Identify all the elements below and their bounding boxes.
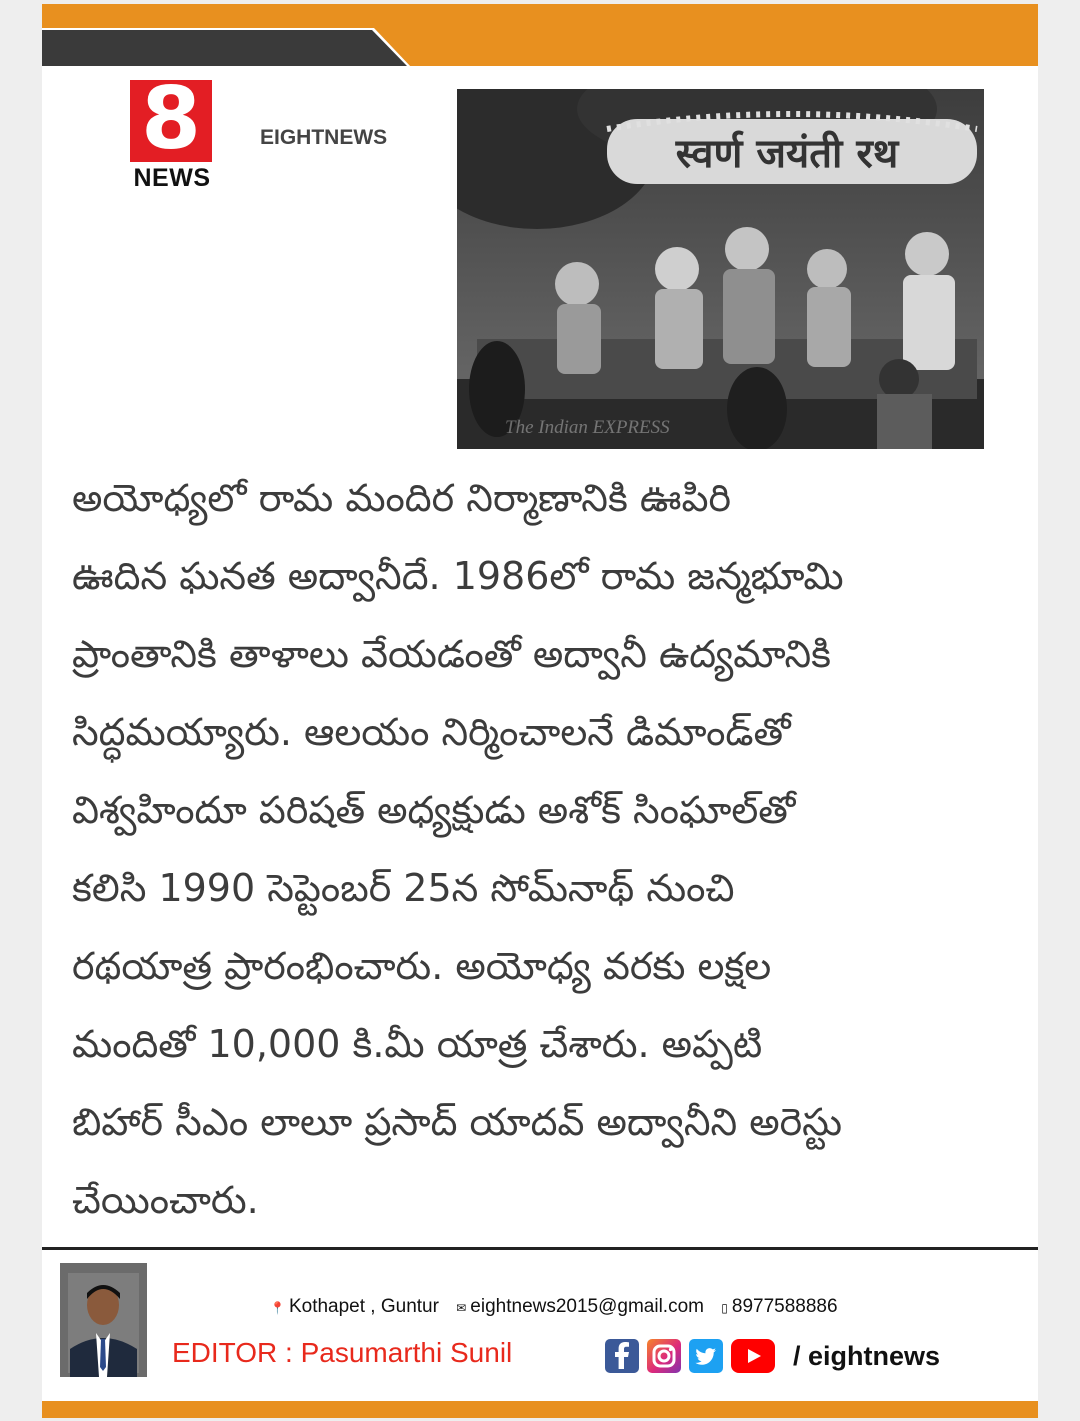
editor-portrait <box>60 1263 147 1377</box>
social-links <box>605 1338 940 1374</box>
logo-word: NEWS <box>133 164 211 192</box>
top-dark-tab <box>42 30 407 66</box>
location-text: Kothapet , Guntur <box>288 1296 439 1317</box>
photo-watermark: The Indian EXPRESS <box>505 417 670 438</box>
article-body <box>72 459 992 1239</box>
editor-credit: EDITOR : Pasumarthi Sunil <box>172 1337 513 1368</box>
footer-divider <box>42 1247 1038 1250</box>
youtube-icon[interactable] <box>731 1339 775 1373</box>
logo-red-box <box>130 69 212 169</box>
phone-item[interactable] <box>721 1296 837 1317</box>
news-card <box>42 4 1038 1418</box>
phone-text[interactable]: 8977588886 <box>731 1296 838 1317</box>
logo-digit: 8 <box>141 69 201 169</box>
editor-avatar <box>60 1263 147 1377</box>
brand-name: EIGHTNEWS <box>260 126 388 149</box>
facebook-icon[interactable] <box>605 1339 639 1373</box>
rath-yatra-photo <box>457 89 984 449</box>
envelope-icon: ✉ <box>456 1301 467 1315</box>
chariot-banner-text: स्वर्ण जयंती रथ <box>675 131 899 177</box>
news-photo <box>457 89 984 449</box>
email-text[interactable]: eightnews2015@gmail.com <box>470 1296 704 1317</box>
contact-row <box>270 1296 850 1318</box>
twitter-icon[interactable] <box>689 1339 723 1373</box>
article-text: అయోధ్యలో రామ మందిర నిర్మాణానికి ఊపిరి ఊదిన ఘనత అద్వానీదే. 1986లో రామ జన్మభూమి ప్రాంతానికి తాళాలు వేయడంతో అద్వానీ ఉద్యమానికి సిద్ధమయ్యారు. ఆలయం నిర్మించాలనే డిమాండ్‌తో విశ్వహిందూ పరిషత్ అధ్యక్షుడు అశోక్ సింఘాల్‌తో కలిసి 1990 సెప్టెంబర్ 25న సోమ్‌నాథ్ నుంచి రథయాత్ర ప్రారంభించారు. అయోధ్య వరకు లక్షల మందితో 10,000 కి.మీ యాత్ర చేశారు. అప్పటి బిహార్ సీఎం లాలూ ప్రసాద్ యాదవ్ అద్వానీని అరెస్టు చేయించారు. <box>72 476 844 1222</box>
eightnews-logo <box>126 69 218 192</box>
bottom-accent-bar <box>42 1401 1038 1418</box>
email-item[interactable] <box>456 1296 704 1317</box>
location-pin-icon: 📍 <box>270 1301 285 1315</box>
location-item <box>270 1296 439 1317</box>
phone-icon: ▯ <box>721 1301 728 1315</box>
social-handle[interactable]: / eightnews <box>793 1340 941 1371</box>
instagram-icon[interactable] <box>647 1339 681 1373</box>
